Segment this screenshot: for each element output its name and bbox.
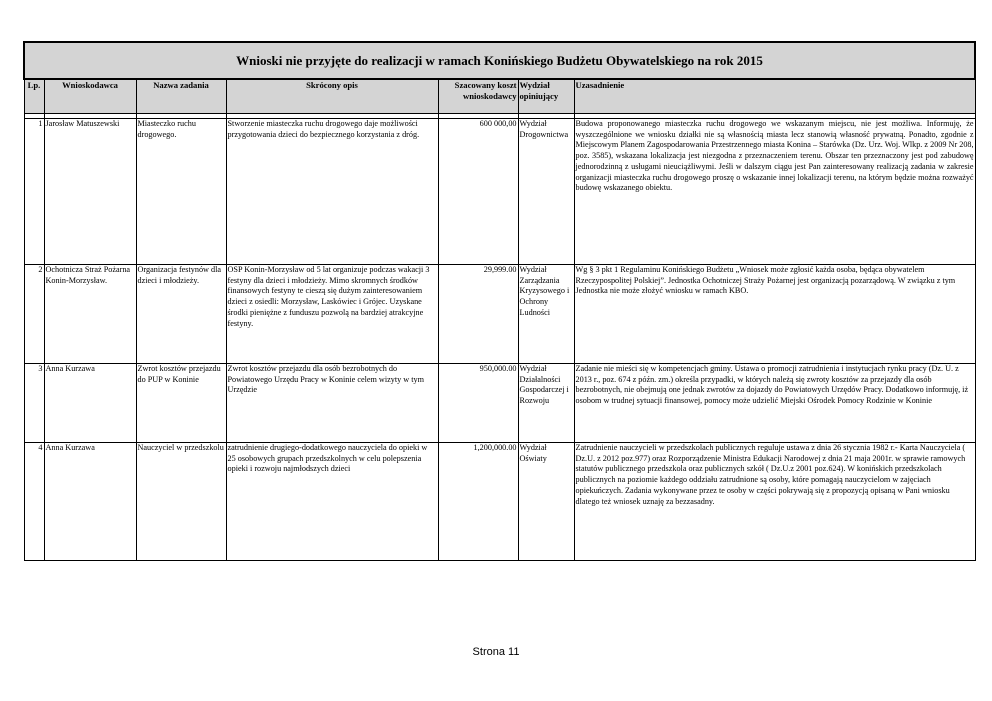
cell-department: Wydział Drogownictwa	[518, 119, 574, 265]
cell-cost: 29,999.00	[438, 265, 518, 364]
cell-cost: 950,000.00	[438, 364, 518, 443]
cell-description: Zwrot kosztów przejazdu dla osób bezrobotnych do Powiatowego Urzędu Pracy w Koninie celem wizyty w tym Urzędzie	[226, 364, 438, 443]
table-row	[24, 119, 975, 265]
header-applicant: Wnioskodawca	[44, 79, 136, 114]
header-cost: Szacowany koszt wnioskodawcy	[438, 79, 518, 114]
header-task: Nazwa zadania	[136, 79, 226, 114]
cell-applicant: Jarosław Matuszewski	[44, 119, 136, 265]
cell-department: Wydział Działalności Gospodarczej i Rozwoju	[518, 364, 574, 443]
cell-justification: Zadanie nie mieści się w kompetencjach gminy. Ustawa o promocji zatrudnienia i instytucjach rynku pracy (Dz. U. z 2013 r., poz. 674 z późn. zm.) określa przypadki, w których należą się zwroty kosztów za przejazdy dla osób bezrobotnych, nie obejmują one jednak zwrotów za dojazdy do Powiatowych Urzędów Pracy. Dodatkowo informuję, iż osobom w trudnej sytuacji finansowej, pomocy może udzielić Miejski Ośrodek Pomocy Rodzinie w Koninie	[574, 364, 975, 443]
cell-lp: 1	[24, 119, 44, 265]
header-justification: Uzasadnienie	[574, 79, 975, 114]
cell-task: Zwrot kosztów przejazdu do PUP w Koninie	[136, 364, 226, 443]
table-header	[24, 79, 975, 114]
table-row	[24, 265, 975, 364]
cell-justification: Wg § 3 pkt 1 Regulaminu Konińskiego Budżetu „Wniosek może zgłosić każda osoba, będąca obywatelem Rzeczypospolitej Polskiej”. Jednostka Ochotniczej Straży Pożarnej jest organizacją pozarządową. W związku z tym Jednostka nie może złożyć wniosku w ramach KBO.	[574, 265, 975, 364]
page-title: Wnioski nie przyjęte do realizacji w ramach Konińskiego Budżetu Obywatelskiego na rok 2015	[24, 42, 975, 79]
table-row	[24, 443, 975, 561]
cell-applicant: Ochotnicza Straż Pożarna Konin-Morzysław.	[44, 265, 136, 364]
cell-justification: Zatrudnienie nauczycieli w przedszkolach publicznych reguluje ustawa z dnia 26 stycznia 1982 r.- Karta Nauczyciela ( Dz.U. z 2012 poz.977) oraz Rozporządzenie Ministra Edukacji Narodowej z dnia 21 maja 2001r. w sprawie ramowych statutów publicznego przedszkola oraz publicznych szkół ( Dz.U.z 2001 poz.624). W konińskich przedszkolach publicznych na poziomie każdego oddziału zatrudnione są osoby, które pomagają nauczycielom w zajęciach opiekuńczych. Zadania wykonywane przez te osoby w części pokrywają się z propozycją opisaną w Pani wniosku dlatego też wniosek uznaję za bezzasadny.	[574, 443, 975, 561]
cell-description: OSP Konin-Morzysław od 5 lat organizuje podczas wakacji 3 festyny dla dzieci i młodzieży. Mimo skromnych środków finansowych festyny te cieszą się dużym zainteresowaniem dzieci z osiedli: Morzysław, Laskówiec i Grójec. Uzyskane środki pieniężne z funduszu pozwolą na bardziej atrakcyjne festyny.	[226, 265, 438, 364]
cell-task: Nauczyciel w przedszkolu	[136, 443, 226, 561]
cell-lp: 2	[24, 265, 44, 364]
cell-applicant: Anna Kurzawa	[44, 443, 136, 561]
header-lp: Lp.	[24, 79, 44, 114]
header-description: Skrócony opis	[226, 79, 438, 114]
cell-cost: 1,200,000.00	[438, 443, 518, 561]
cell-lp: 4	[24, 443, 44, 561]
cell-justification: Budowa proponowanego miasteczka ruchu drogowego we wskazanym miejscu, nie jest możliwa. Informuję, że wyszczególnione we wniosku działki nie są własnością miasta lecz stanowią własność prywatną. Ponadto, zgodnie z Miejscowym Planem Zagospodarowania Przestrzennego miasta Konina – Starówka (Dz. Urz. Woj. Wlkp. z 2009 Nr 208, poz. 3585), wskazana lokalizacja jest niezgodna z przeznaczeniem terenu. Obszar ten przeznaczony jest pod zabudowę jednorodzinną z usługami nieuciążliwymi. Jeśli w dalszym ciągu jest Pan zainteresowany realizacją zadania w zakresie organizacji miasteczka ruchu drogowego proszę o wskazanie innej lokalizacji terenu, na którym będzie można rozważyć budowę wskazanego obiektu.	[574, 119, 975, 265]
cell-task: Organizacja festynów dla dzieci i młodzieży.	[136, 265, 226, 364]
document-sheet	[23, 41, 974, 561]
cell-lp: 3	[24, 364, 44, 443]
header-department: Wydział opiniujący	[518, 79, 574, 114]
table-row	[24, 364, 975, 443]
cell-applicant: Anna Kurzawa	[44, 364, 136, 443]
cell-description: zatrudnienie drugiego-dodatkowego nauczyciela do opieki w 25 osobowych grupach przedszkolnych w celu polepszenia opieki i rozwoju najmłodszych dzieci	[226, 443, 438, 561]
cell-cost: 600 000,00	[438, 119, 518, 265]
proposals-table	[23, 41, 976, 561]
page-number: Strona 11	[472, 646, 520, 658]
cell-task: Miasteczko ruchu drogowego.	[136, 119, 226, 265]
cell-department: Wydział Oświaty	[518, 443, 574, 561]
cell-description: Stworzenie miasteczka ruchu drogowego daje możliwości przygotowania dzieci do bezpiecznego korzystania z dróg.	[226, 119, 438, 265]
cell-department: Wydział Zarządzania Kryzysowego i Ochrony Ludności	[518, 265, 574, 364]
